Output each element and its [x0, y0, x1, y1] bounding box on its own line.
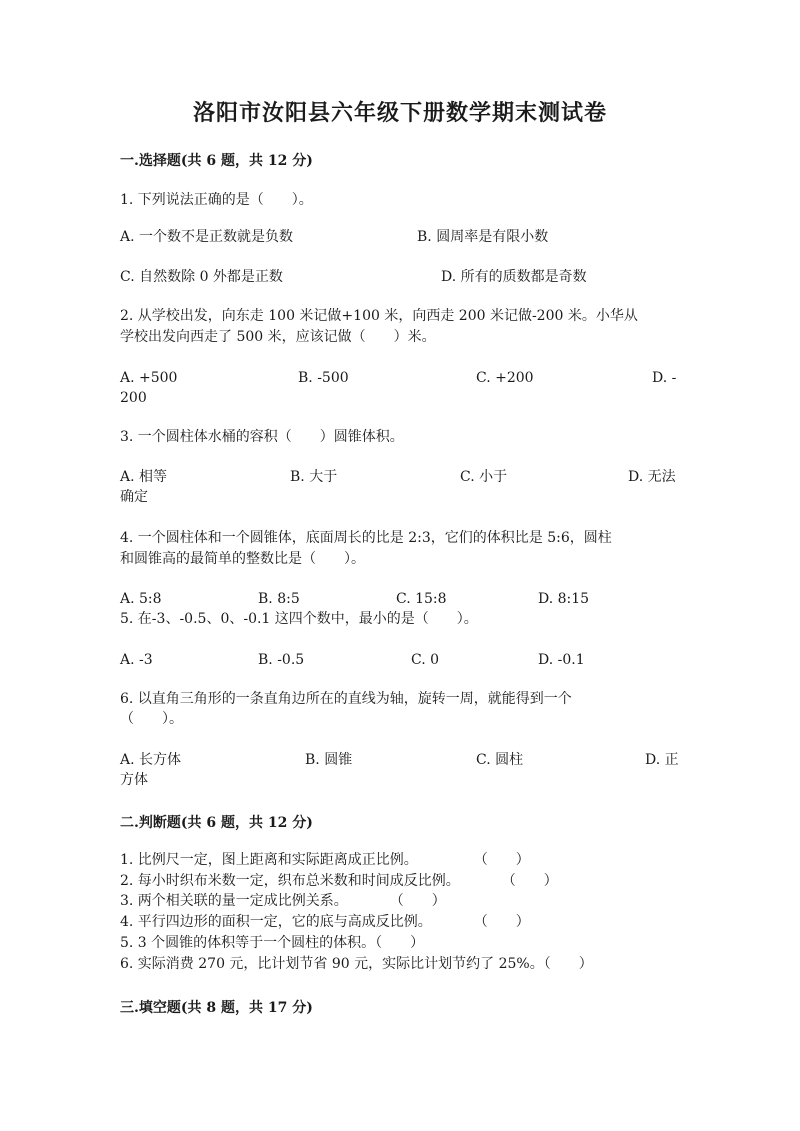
question-3-option-d-continued: 确定 [120, 489, 148, 505]
judge-item-6: 6. 实际消费 270 元，比计划节省 90 元，实际比计划节约了 25%。（ ） [120, 956, 593, 972]
judge-item-4: 4. 平行四边形的面积一定，它的底与高成反比例。 （ ） [120, 914, 530, 930]
question-5-option-c: C. 0 [411, 652, 440, 668]
question-4-option-d: D. 8:15 [538, 591, 590, 607]
question-3: 3. 一个圆柱体水桶的容积（ ）圆锥体积。 [120, 429, 404, 445]
question-6-option-d: D. 正 [645, 752, 679, 768]
question-5-option-a: A. -3 [120, 652, 153, 668]
question-2-option-c: C. +200 [476, 370, 534, 386]
question-6-option-c: C. 圆柱 [476, 752, 524, 768]
question-4-option-c: C. 15:8 [396, 591, 447, 607]
judge-item-3: 3. 两个相关联的量一定成比例关系。 （ ） [120, 893, 446, 909]
question-2-line-2: 学校出发向西走了 500 米，应该记做（ ）米。 [120, 329, 436, 345]
question-6-line-1: 6. 以直角三角形的一条直角边所在的直线为轴，旋转一周，就能得到一个 [120, 691, 572, 707]
question-3-option-c: C. 小于 [460, 469, 508, 485]
judge-item-2: 2. 每小时织布米数一定，织布总米数和时间成反比例。 （ ） [120, 873, 558, 889]
question-1-option-d: D. 所有的质数都是奇数 [441, 269, 587, 285]
question-3-option-b: B. 大于 [290, 469, 338, 485]
question-1: 1. 下列说法正确的是（ ）。 [120, 192, 313, 208]
question-2-option-b: B. -500 [298, 370, 349, 386]
question-5: 5. 在-3、-0.5、0、-0.1 这四个数中，最小的是（ ）。 [120, 611, 478, 627]
question-1-option-b: B. 圆周率是有限小数 [417, 229, 549, 245]
question-4-line-2: 和圆锥高的最简单的整数比是（ ）。 [120, 551, 365, 567]
question-6-line-2: （ ）。 [120, 711, 183, 727]
question-2-option-a: A. +500 [120, 370, 178, 386]
question-4-option-b: B. 8:5 [258, 591, 300, 607]
question-1-option-a: A. 一个数不是正数就是负数 [120, 229, 294, 245]
question-4-line-1: 4. 一个圆柱体和一个圆锥体，底面周长的比是 2:3，它们的体积比是 5:6，圆柱 [120, 530, 612, 546]
page-title: 洛阳市汝阳县六年级下册数学期末测试卷 [192, 100, 607, 126]
question-3-option-d: D. 无法 [628, 469, 676, 485]
section-heading-choice: 一.选择题(共 6 题，共 12 分) [120, 153, 313, 169]
section-heading-fill: 三.填空题(共 8 题，共 17 分) [120, 1000, 313, 1016]
question-2-option-d: D. - [652, 370, 677, 386]
question-2-option-d-continued: 200 [120, 390, 147, 406]
question-6-option-b: B. 圆锥 [305, 752, 353, 768]
question-6-option-d-continued: 方体 [120, 772, 148, 788]
section-heading-judge: 二.判断题(共 6 题，共 12 分) [120, 815, 313, 831]
question-3-option-a: A. 相等 [120, 469, 168, 485]
judge-item-5: 5. 3 个圆锥的体积等于一个圆柱的体积。（ ） [120, 935, 425, 951]
question-2-line-1: 2. 从学校出发，向东走 100 米记做+100 米，向西走 200 米记做-200 米。小华从 [120, 308, 638, 324]
question-6-option-a: A. 长方体 [120, 752, 182, 768]
question-5-option-d: D. -0.1 [538, 652, 585, 668]
judge-item-1: 1. 比例尺一定，图上距离和实际距离成正比例。 （ ） [120, 852, 530, 868]
question-1-option-c: C. 自然数除 0 外都是正数 [120, 269, 283, 285]
question-5-option-b: B. -0.5 [258, 652, 305, 668]
question-4-option-a: A. 5:8 [120, 591, 162, 607]
